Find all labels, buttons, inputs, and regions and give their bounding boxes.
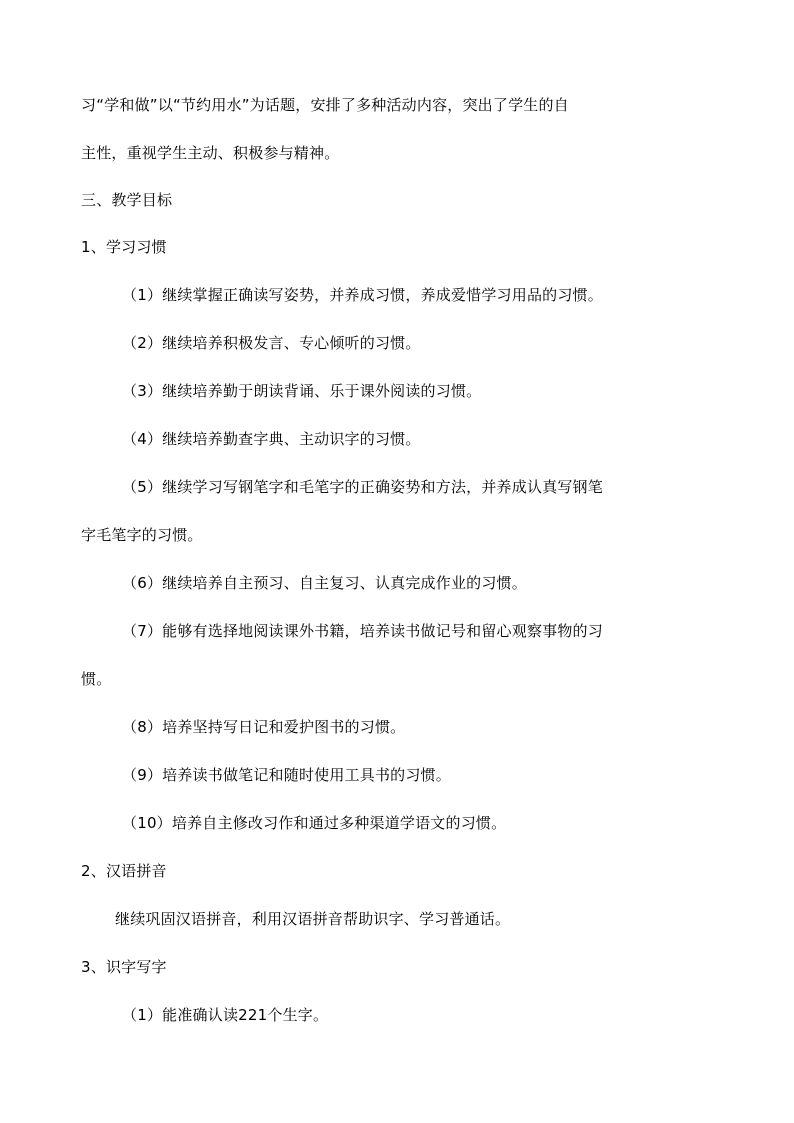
section-heading: 三、教学目标: [81, 191, 173, 209]
list-item: （5）继续学习写钢笔字和毛笔字的正确姿势和方法，并养成认真写钢笔: [122, 478, 603, 496]
list-item: （1）能准确认读221个生字。: [122, 1006, 329, 1024]
list-item: （1）继续掌握正确读写姿势，并养成习惯，养成爱惜学习用品的习惯。: [122, 286, 603, 304]
list-item: （2）继续培养积极发言、专心倾听的习惯。: [122, 334, 421, 352]
list-item: （10）培养自主修改习作和通过多种渠道学语文的习惯。: [122, 814, 507, 832]
subsection-heading: 1、学习习惯: [81, 238, 167, 256]
subsection-heading: 3、识字写字: [81, 958, 167, 976]
paragraph-line: 继续巩固汉语拼音，利用汉语拼音帮助识字、学习普通话。: [115, 910, 511, 928]
list-item: （8）培养坚持写日记和爱护图书的习惯。: [122, 718, 406, 736]
list-item: （4）继续培养勤查字典、主动识字的习惯。: [122, 430, 421, 448]
list-item: （6）继续培养自主预习、自主复习、认真完成作业的习惯。: [122, 574, 527, 592]
subsection-heading: 2、汉语拼音: [81, 862, 167, 880]
list-item-continuation: 字毛笔字的习惯。: [81, 526, 203, 544]
list-item: （7）能够有选择地阅读课外书籍，培养读书做记号和留心观察事物的习: [122, 622, 603, 640]
list-item: （9）培养读书做笔记和随时使用工具书的习惯。: [122, 766, 451, 784]
paragraph-line: 习“学和做”以“节约用水”为话题，安排了多种活动内容，突出了学生的自: [81, 96, 569, 114]
list-item: （3）继续培养勤于朗读背诵、乐于课外阅读的习惯。: [122, 382, 482, 400]
list-item-continuation: 惯。: [81, 670, 112, 688]
paragraph-line: 主性，重视学生主动、积极参与精神。: [81, 144, 340, 162]
